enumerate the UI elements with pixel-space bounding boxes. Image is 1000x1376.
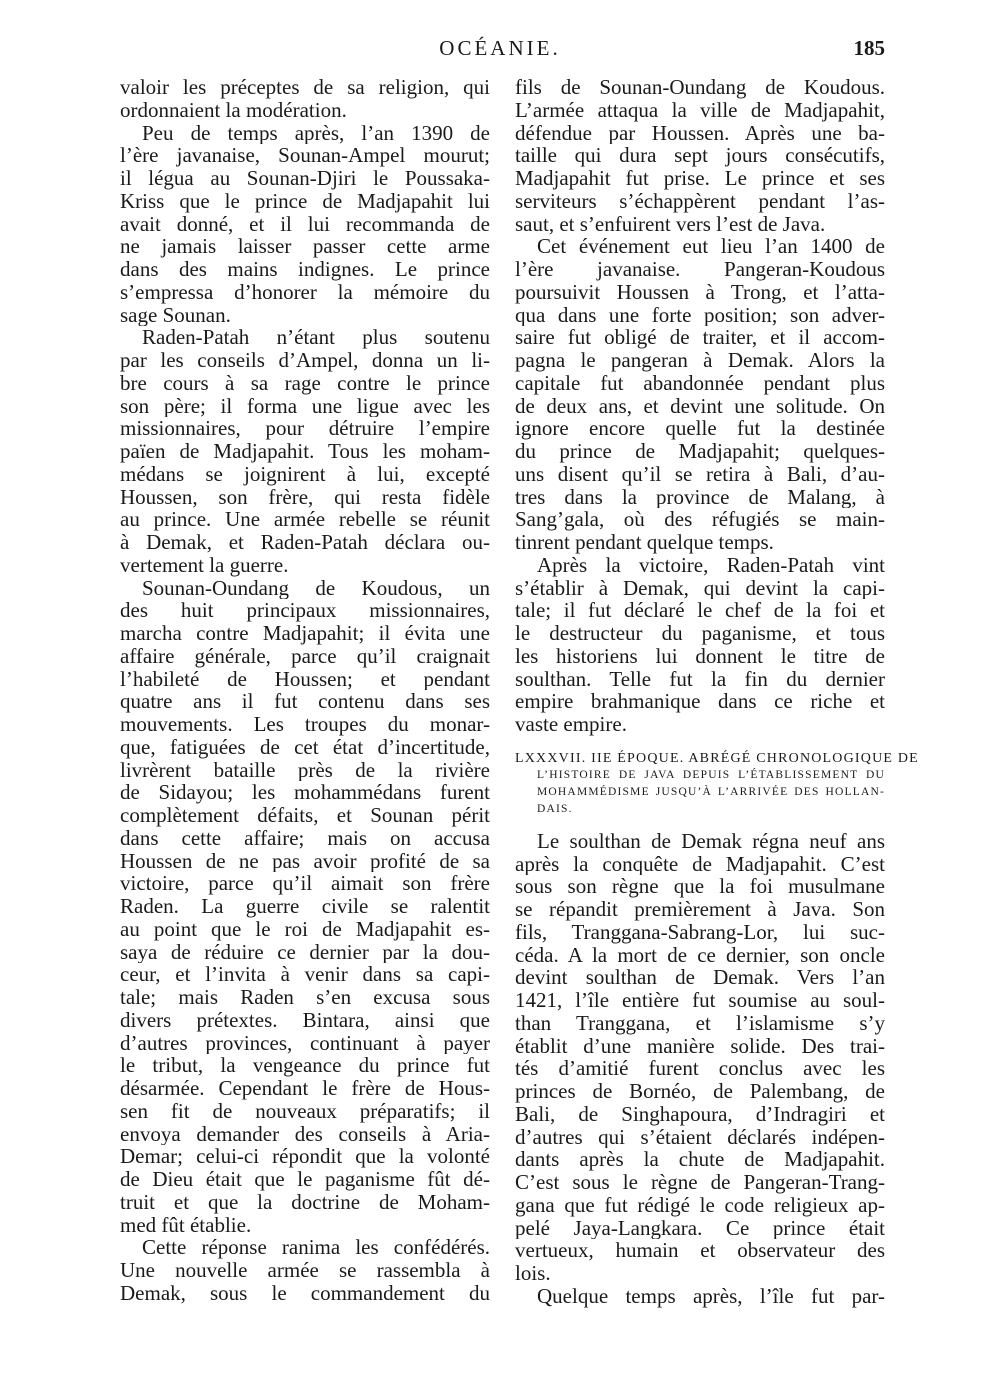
text-line: princes de Bornéo, de Palembang, de — [515, 1080, 885, 1103]
text-line: vertueux, humain et observateur des — [515, 1239, 885, 1262]
text-line: tale; il fut déclaré le chef de la foi et — [515, 599, 885, 622]
text-line: Cet événement eut lieu l’an 1400 de — [537, 235, 885, 258]
section-heading — [515, 750, 919, 818]
text-line: sous son règne que la foi musulmane — [515, 875, 885, 898]
text-line: uns disent qu’il se retira à Bali, d’au- — [515, 462, 885, 486]
text-line: par les conseils d’Ampel, donna un li- — [120, 349, 490, 372]
text-line: ignore encore quelle fut la destinée — [515, 417, 885, 440]
text-line: au point que le roi de Madjapahit es- — [120, 917, 490, 941]
header-title: OCÉANIE. — [439, 36, 561, 60]
text-line: établit d’une manière solide. Des trai- — [515, 1034, 885, 1058]
text-line: empire brahmanique dans ce riche et — [515, 690, 885, 713]
text-line: serviteurs s’échappèrent pendant l’as- — [515, 189, 885, 213]
text-line: marcha contre Madjapahit; il évita une — [120, 622, 490, 645]
text-line: gana que fut rédigé le code religieux ap- — [515, 1193, 885, 1217]
text-line: tres dans la province de Malang, à — [515, 485, 885, 509]
text-line: des huit principaux missionnaires, — [120, 599, 490, 622]
text-line: pagna le pangeran à Demak. Alors la — [515, 349, 885, 372]
text-line: de deux ans, et devint une solitude. On — [515, 394, 885, 418]
text-line: païen de Madjapahit. Tous les moham- — [120, 440, 490, 463]
text-line: soulthan. Telle fut la fin du dernier — [515, 667, 885, 691]
text-line: Demak, sous le commandement du — [120, 1281, 490, 1305]
text-line: vaste empire. — [515, 713, 627, 736]
text-line: ordonnaient la modération. — [120, 98, 347, 122]
text-line: missionnaires, pour détruire l’empire — [120, 417, 490, 440]
right-column-text-after-heading — [515, 830, 885, 1308]
text-line: ceur, et l’invita à venir dans sa capi- — [120, 963, 490, 986]
text-line: de Sidayou; les mohammédans furent — [120, 781, 490, 804]
text-line: ne jamais laisser passer cette arme — [120, 235, 490, 258]
text-line: le tribut, la vengeance du prince fut — [120, 1054, 490, 1077]
text-line: L’armée attaqua la ville de Madjapahit, — [515, 98, 885, 122]
text-line: Après la victoire, Raden-Patah vint — [537, 553, 885, 577]
section-heading-line: LXXXVII. IIE ÉPOQUE. ABRÉGÉ CHRONOLOGIQUE DE — [515, 750, 919, 766]
text-line: saire fut obligé de traiter, et il accom- — [515, 326, 885, 349]
text-line: valoir les préceptes de sa religion, qui — [120, 76, 490, 99]
text-line: avait donné, et il lui recommanda de — [120, 212, 490, 236]
left-column — [120, 76, 490, 1305]
text-line: à Demak, et Raden-Patah déclara ou- — [120, 531, 490, 554]
text-line: l’ère javanaise, Sounan-Ampel mourut; — [120, 144, 490, 167]
text-line: truit et que la doctrine de Moham- — [120, 1190, 490, 1214]
text-line: il légua au Sounan-Djiri le Poussaka- — [120, 167, 490, 190]
text-line: Houssen, son frère, qui resta fidèle — [120, 485, 490, 509]
text-line: d’autres provinces, continuant à payer — [120, 1031, 490, 1055]
text-line: poursuivit Houssen à Trong, et l’atta- — [515, 280, 885, 304]
text-line: médans se joignirent à lui, excepté — [120, 462, 490, 486]
text-line: livrèrent bataille près de la rivière — [120, 758, 490, 782]
text-line: Sang’gala, où des réfugiés se main- — [515, 508, 885, 531]
section-heading-line: DAIS. — [537, 802, 573, 815]
text-line: Quelque temps après, l’île fut par- — [537, 1284, 885, 1308]
text-line: après la conquête de Madjapahit. C’est — [515, 852, 885, 876]
text-line: du prince de Madjapahit; quelques- — [515, 440, 885, 463]
text-line: Houssen de ne pas avoir profité de sa — [120, 849, 490, 873]
text-line: tinrent pendant quelque temps. — [515, 531, 774, 554]
text-line: Raden. La guerre civile se ralentit — [120, 895, 490, 918]
right-column — [515, 76, 919, 1308]
text-line: sage Sounan. — [120, 303, 231, 327]
text-line: Bali, de Singhapoura, d’Indragiri et — [515, 1102, 885, 1126]
text-line: Une nouvelle armée se rassembla à — [120, 1259, 490, 1282]
text-line: taille qui dura sept jours consécutifs, — [515, 144, 885, 167]
text-line: Demar; celui-ci répondit que la volonté — [120, 1145, 490, 1168]
text-line: mouvements. Les troupes du monar- — [120, 713, 490, 736]
text-line: défendue par Houssen. Après une ba- — [515, 121, 885, 145]
text-line: Peu de temps après, l’an 1390 de — [142, 121, 490, 145]
text-line: au prince. Une armée rebelle se réunit — [120, 508, 490, 531]
text-line: vertement la guerre. — [120, 553, 289, 577]
text-line: devint soulthan de Demak. Vers l’an — [515, 966, 885, 989]
text-line: Madjapahit fut prise. Le prince et ses — [515, 167, 885, 190]
text-line: se répandit premièrement à Java. Son — [515, 898, 885, 921]
text-line: fils de Sounan-Oundang de Koudous. — [515, 76, 885, 99]
text-line: affaire générale, parce qu’il craignait — [120, 644, 490, 668]
text-line: son père; il forma une ligue avec les — [120, 394, 490, 418]
text-line: désarmée. Cependant le frère de Hous- — [120, 1077, 490, 1100]
text-line: dants après la chute de Madjapahit. — [515, 1148, 885, 1171]
text-line: quatre ans il fut contenu dans ses — [120, 690, 490, 713]
text-line: 1421, l’île entière fut soumise au soul- — [515, 989, 885, 1012]
text-line: Raden-Patah n’étant plus soutenu — [142, 326, 490, 349]
text-line: pelé Jaya-Langkara. Ce prince était — [515, 1216, 885, 1240]
text-line: saut, et s’enfuirent vers l’est de Java. — [515, 212, 826, 236]
text-line: l’habileté de Houssen; et pendant — [120, 667, 490, 691]
right-column-text-before-heading — [515, 76, 885, 736]
text-line: Cette réponse ranima les confédérés. — [142, 1236, 490, 1259]
text-line: Kriss que le prince de Madjapahit lui — [120, 189, 490, 213]
text-line: med fût établie. — [120, 1213, 252, 1237]
text-line: capitale fut abandonnée pendant plus — [515, 371, 885, 395]
text-line: bre cours à sa rage contre le prince — [120, 371, 490, 395]
text-line: Le soulthan de Demak régna neuf ans — [537, 829, 885, 853]
text-line: s’empressa d’honorer la mémoire du — [120, 280, 490, 304]
text-line: victoire, parce qu’il aimait son frère — [120, 872, 490, 895]
text-line: s’établir à Demak, qui devint la capi- — [515, 576, 885, 600]
text-line: dans cette affaire; mais on accusa — [120, 826, 490, 850]
text-line: le destructeur du paganisme, et tous — [515, 622, 885, 645]
text-line: de Dieu était que le paganisme fût dé- — [120, 1168, 490, 1191]
text-line: Sounan-Oundang de Koudous, un — [142, 576, 490, 600]
text-line: divers prétextes. Bintara, ainsi que — [120, 1008, 490, 1032]
text-line: than Tranggana, et l’islamisme s’y — [515, 1011, 885, 1035]
text-line: les historiens lui donnent le titre de — [515, 644, 885, 668]
text-line: lois. — [515, 1262, 551, 1285]
text-line: tés d’amitié furent conclus avec les — [515, 1057, 885, 1080]
text-line: fils, Tranggana-Sabrang-Lor, lui suc- — [515, 920, 885, 944]
section-heading-line: L’HISTOIRE DE JAVA DEPUIS L’ÉTABLISSEMENT DU — [537, 768, 885, 781]
text-line: l’ère javanaise. Pangeran-Koudous — [515, 258, 885, 281]
text-line: envoya demander des conseils à Aria- — [120, 1122, 490, 1146]
section-heading-line: MOHAMMÉDISME JUSQU’À L’ARRIVÉE DES HOLLAN- — [537, 785, 885, 798]
text-line: que, fatiguées de cet état d’incertitude, — [120, 735, 490, 759]
page-number: 185 — [853, 36, 885, 60]
text-line: dans des mains indignes. Le prince — [120, 258, 490, 281]
text-line: sen fit de nouveaux préparatifs; il — [120, 1099, 490, 1123]
text-line: d’autres qui s’étaient déclarés indépen- — [515, 1125, 885, 1149]
text-line: qua dans une forte position; son adver- — [515, 303, 885, 327]
text-line: complètement défaits, et Sounan périt — [120, 804, 490, 827]
text-line: C’est sous le règne de Pangeran-Trang- — [515, 1171, 885, 1194]
text-line: saya de réduire ce dernier par la dou- — [120, 940, 490, 964]
text-line: tale; mais Raden s’en excusa sous — [120, 986, 490, 1009]
text-line: céda. A la mort de ce dernier, son oncle — [515, 943, 885, 967]
